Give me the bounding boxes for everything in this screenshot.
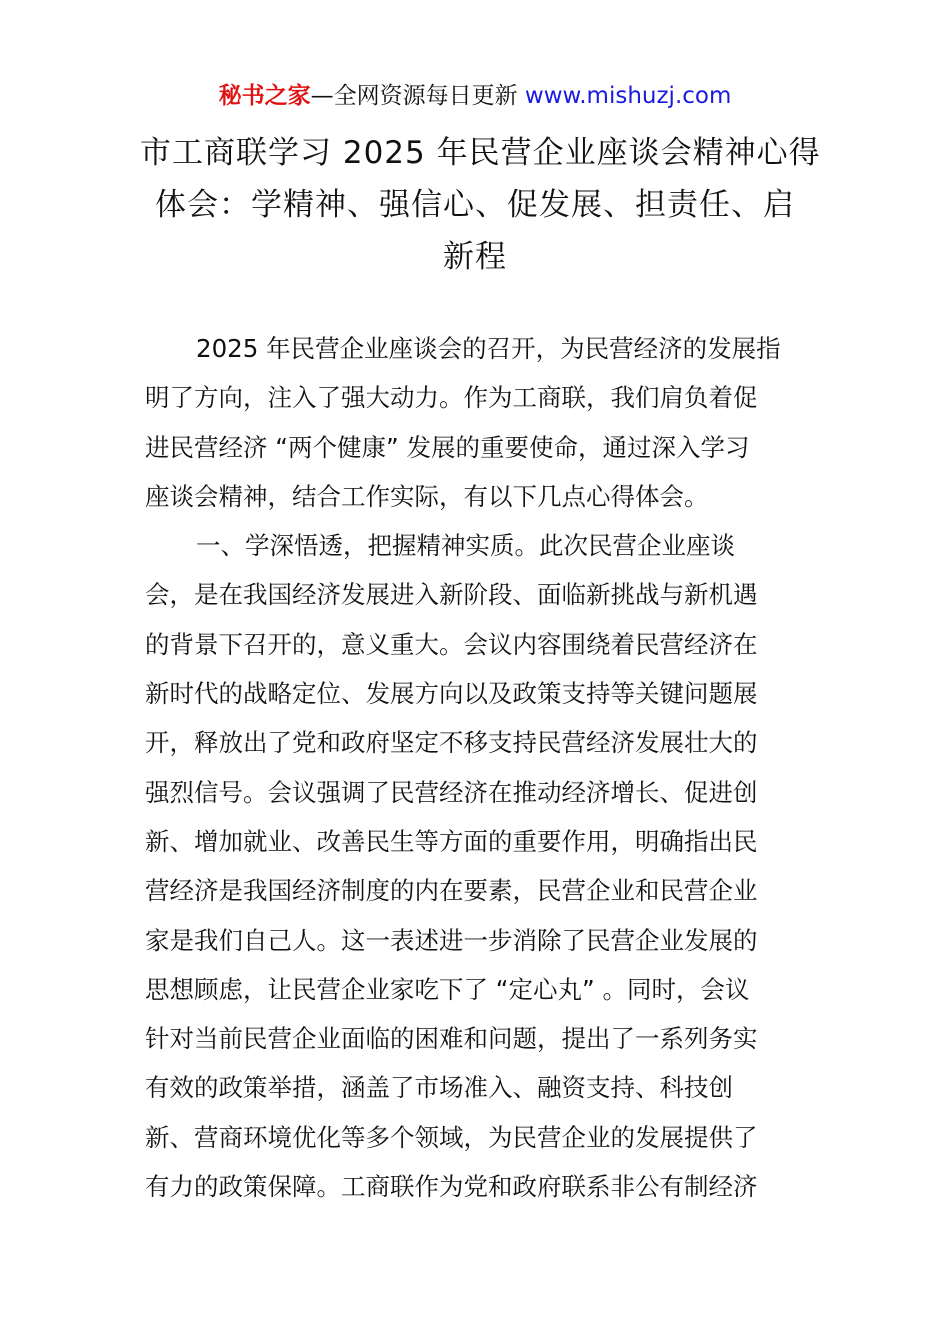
paragraph-line: 明了方向，注入了强大动力。作为工商联，我们肩负着促 (145, 383, 758, 413)
paragraph-line: 家是我们自己人。这一表述进一步消除了民营企业发展的 (145, 925, 758, 955)
paragraph-line: 新、增加就业、改善民生等方面的重要作用，明确指出民 (145, 826, 758, 856)
section-heading-line: 一、学深悟透，把握精神实质。此次民营企业座谈 (196, 531, 735, 561)
paragraph-line: 新时代的战略定位、发展方向以及政策支持等关键问题展 (145, 679, 758, 709)
paragraph-line: 新、营商环境优化等多个领域，为民营企业的发展提供了 (145, 1122, 758, 1152)
document-title (140, 127, 821, 283)
title-line: 体会：学精神、强信心、促发展、担责任、启 (155, 187, 795, 223)
paragraph-line: 有力的政策保障。工商联作为党和政府联系非公有制经济 (145, 1172, 758, 1202)
paragraph-line: 会，是在我国经济发展进入新阶段、面临新挑战与新机遇 (145, 580, 758, 610)
paragraph-line: 进民营经济 “两个健康” 发展的重要使命，通过深入学习 (145, 432, 750, 462)
paragraph-line: 有效的政策举措，涵盖了市场准入、融资支持、科技创 (145, 1073, 733, 1103)
title-line: 市工商联学习 2025 年民营企业座谈会精神心得 (140, 135, 821, 171)
paragraph-line: 2025 年民营企业座谈会的召开，为民营经济的发展指 (196, 334, 781, 363)
site-name: 秘书之家 (218, 83, 311, 109)
paragraph-line: 针对当前民营企业面临的困难和问题，提出了一系列务实 (145, 1024, 758, 1054)
site-tagline: —全网资源每日更新 (310, 83, 525, 109)
paragraph-line: 强烈信号。会议强调了民营经济在推动经济增长、促进创 (145, 777, 758, 807)
document-body (145, 324, 810, 1211)
paragraph-line: 思想顾虑，让民营企业家吃下了 “定心丸” 。同时，会议 (145, 974, 750, 1004)
paragraph-line: 营经济是我国经济制度的内在要素，民营企业和民营企业 (145, 876, 758, 906)
site-header (0, 78, 950, 114)
site-url-link[interactable]: www.mishuzj.com (524, 83, 732, 109)
paragraph-line: 开，释放出了党和政府坚定不移支持民营经济发展壮大的 (145, 728, 758, 758)
paragraph-line: 座谈会精神，结合工作实际，有以下几点心得体会。 (145, 481, 709, 511)
paragraph-line: 的背景下召开的，意义重大。会议内容围绕着民营经济在 (145, 629, 758, 659)
title-line: 新程 (443, 239, 507, 275)
